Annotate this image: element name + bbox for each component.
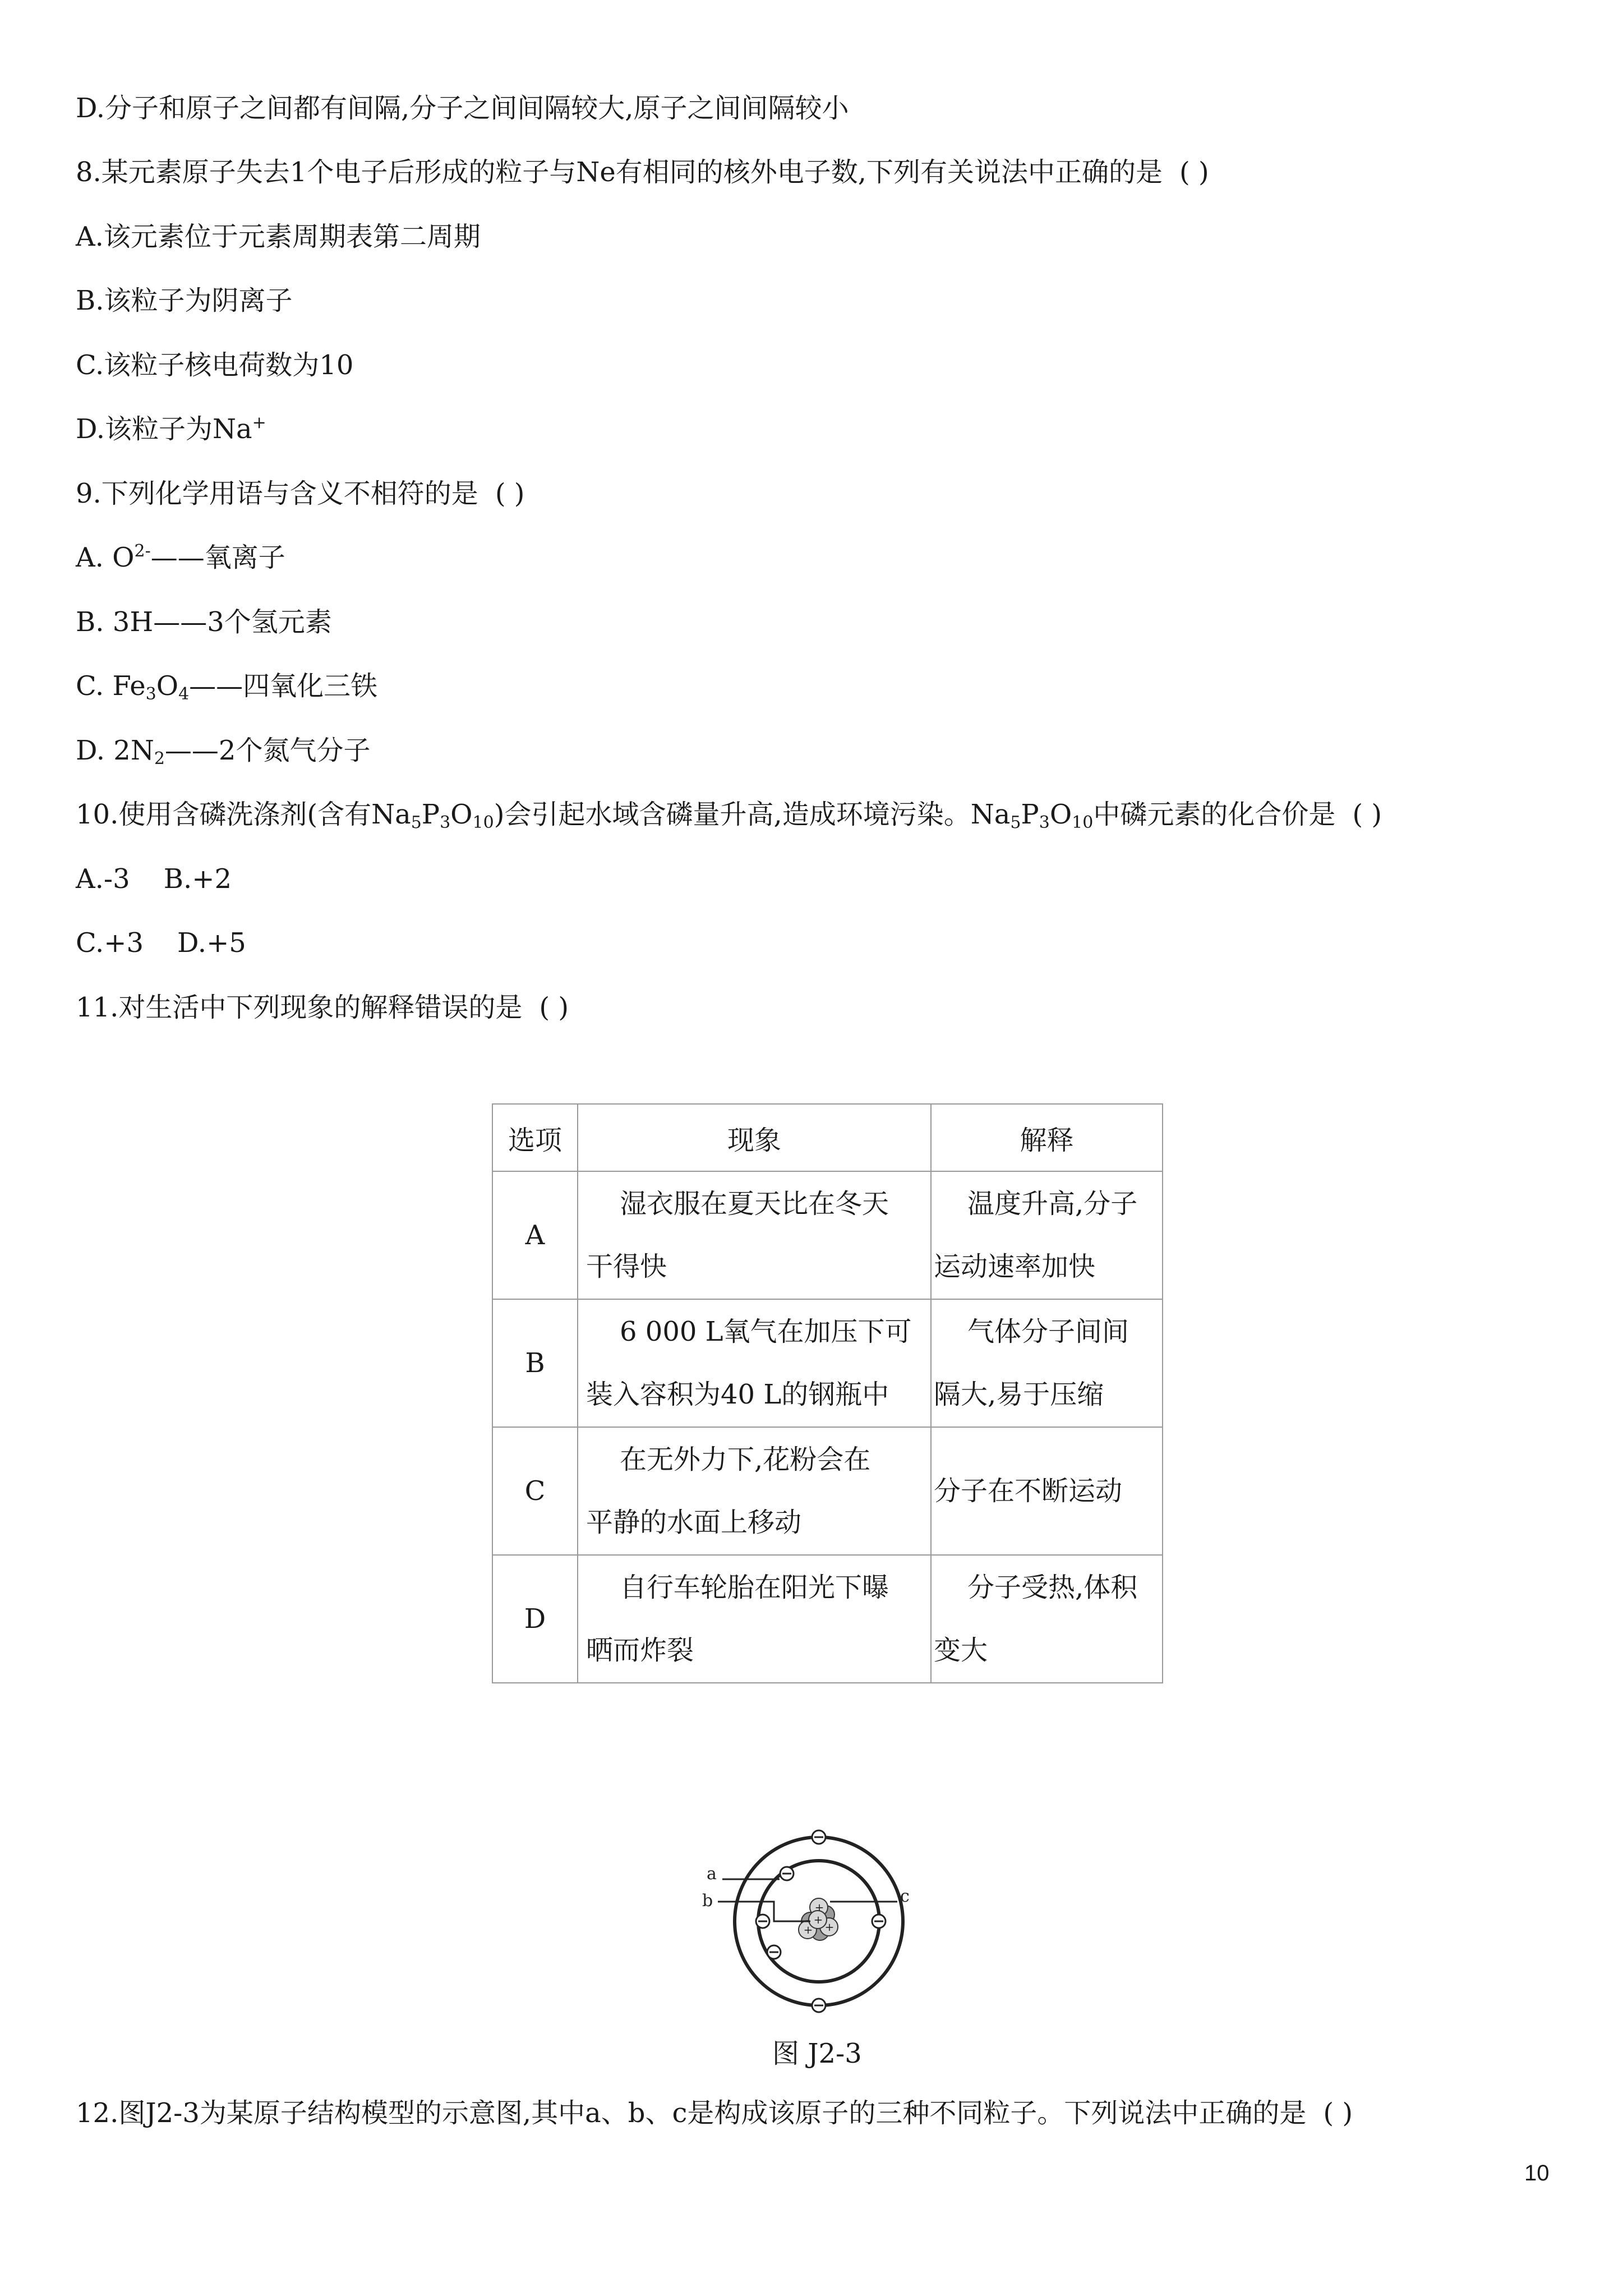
q8-option-a: A.该元素位于元素周期表第二周期	[76, 221, 481, 252]
label-b: b	[702, 1891, 713, 1911]
q9-option-b: B. 3H——3个氢元素	[76, 606, 332, 638]
label-a: a	[707, 1864, 717, 1884]
q8-option-c: C.该粒子核电荷数为10	[76, 349, 354, 381]
page-number: 10	[1524, 2161, 1550, 2185]
label-c: c	[900, 1887, 910, 1906]
svg-text:+: +	[814, 1901, 824, 1914]
q9-option-c: C. $Fe_3O_4——$四氧化三铁	[76, 670, 378, 704]
phenomena-table	[492, 1103, 1163, 1683]
question-9: 9.下列化学用语与含义不相符的是 ( )	[76, 478, 525, 509]
question-11: 11.对生活中下列现象的解释错误的是 ( )	[76, 992, 569, 1023]
q9-option-a: A. $O^{2-}——$氧离子	[76, 541, 285, 573]
q10-options-cd: C.+3 D.+5	[76, 927, 246, 959]
table-row: B 6 000 L氧气在加压下可 装入容积为40 L的钢瓶中 气体分子间间 隔大,易于压缩	[492, 1299, 1163, 1427]
question-10: 10.使用含磷洗涤剂(含有$Na_5P_3O_{10}$)会引起水域含磷量升高,造成环境污染。$Na_5P_3O_{10}$中磷元素的化合价是 ( )	[76, 799, 1382, 832]
atom-structure-diagram	[695, 1815, 942, 2019]
q8-option-d: D.该粒子为Na+	[76, 413, 266, 445]
q7-option-d: D.分子和原子之间都有间隔,分子之间间隔较大,原子之间间隔较小	[76, 93, 849, 124]
question-8: 8.某元素原子失去1个电子后形成的粒子与Ne有相同的核外电子数,下列有关说法中正确的是 ( )	[76, 157, 1209, 188]
q10-options-ab: A.-3 B.+2	[76, 863, 232, 895]
table-row: D 自行车轮胎在阳光下曝 晒而炸裂 分子受热,体积 变大	[492, 1555, 1163, 1683]
svg-text:+: +	[803, 1923, 813, 1936]
header-option: 选项	[492, 1104, 578, 1171]
q8-option-b: B.该粒子为阴离子	[76, 285, 293, 316]
header-phenomenon: 现象	[578, 1104, 931, 1171]
svg-text:+: +	[813, 1913, 823, 1926]
question-12: 12.图J2-3为某原子结构模型的示意图,其中a、b、c是构成该原子的三种不同粒子。下列说法中正确的是 ( )	[76, 2097, 1353, 2129]
table-row: C 在无外力下,花粉会在 平静的水面上移动 分子在不断运动	[492, 1427, 1163, 1555]
svg-text:+: +	[824, 1920, 834, 1934]
header-explanation: 解释	[931, 1104, 1163, 1171]
q9-option-d: D. $2N_2——2$个氮气分子	[76, 735, 371, 769]
figure-caption: 图 J2-3	[772, 2038, 862, 2069]
table-row: A 湿衣服在夏天比在冬天 干得快 温度升高,分子 运动速率加快	[492, 1171, 1163, 1299]
